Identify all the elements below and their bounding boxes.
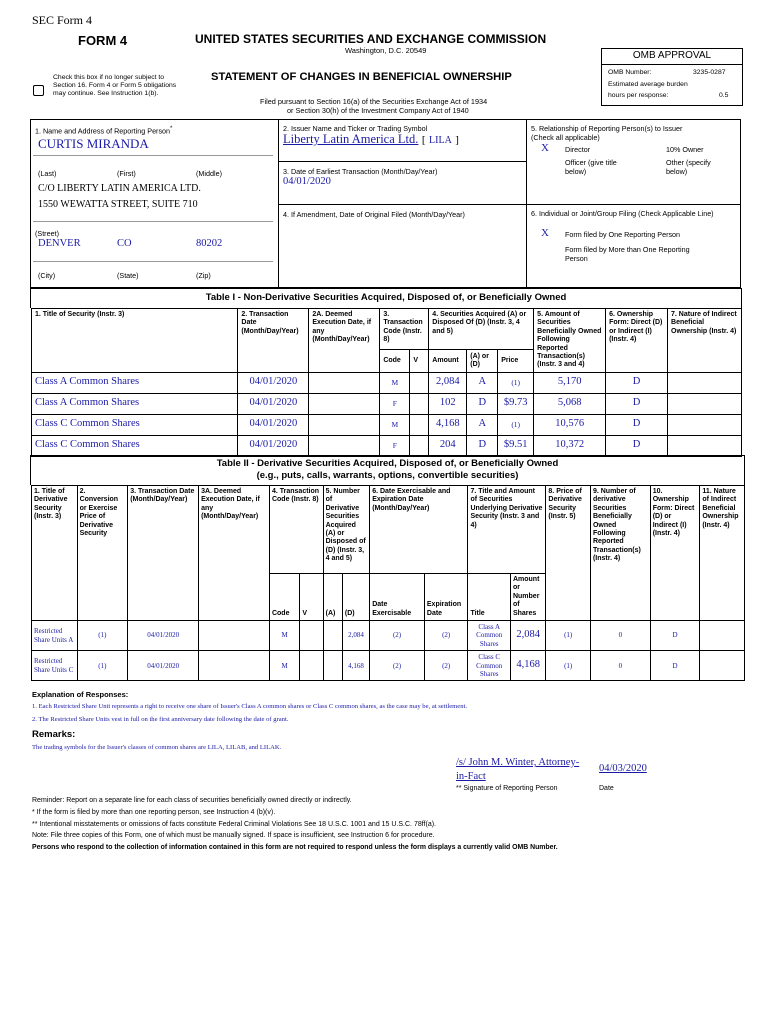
one-person-check[interactable]: X <box>541 227 549 239</box>
box1-label: 1. Name and Address of Reporting Person* <box>35 126 173 136</box>
form-number: FORM 4 <box>78 33 128 48</box>
statement-title: STATEMENT OF CHANGES IN BENEFICIAL OWNERSHIP <box>211 71 512 83</box>
t2-h-code: 4. Transaction Code (Instr. 8) <box>269 486 323 574</box>
t2-h-underlying: 7. Title and Amount of Securities Underlying Derivative Security (Instr. 3 and 4) <box>468 486 546 574</box>
t1-h-v: V <box>410 350 429 373</box>
t2-h-conversion: 2. Conversion or Exercise Price of Derivative Security <box>77 486 128 621</box>
t1-h-title: 1. Title of Security (Instr. 3) <box>32 309 238 373</box>
table2-subtitle: (e.g., puts, calls, warrants, options, convertible securities) <box>256 470 519 481</box>
footer-reminder: Reminder: Report on a separate line for each class of securities beneficially owned directly or indirectly. <box>32 797 352 804</box>
remarks-text: The trading symbols for the Issuer's classes of common shares are LILA, LILAB, and LILAK. <box>32 744 282 751</box>
t2-h-utitle: Title <box>468 574 511 621</box>
box3-label: 3. Date of Earliest Transaction (Month/Day/Year) <box>283 167 438 176</box>
t2-h-exercisable: 6. Date Exercisable and Expiration Date (Month/Day/Year) <box>370 486 468 574</box>
explanation-note-1: 1. Each Restricted Share Unit represents a right to receive one share of Issuer's Class A common shares or Class C common shares, as the case may be, at settlement. <box>32 703 467 710</box>
filed-pursuant-2: or Section 30(h) of the Investment Company Act of 1940 <box>287 106 469 115</box>
t2-h-d: (D) <box>342 574 369 621</box>
earliest-transaction-date: 04/01/2020 <box>283 176 331 187</box>
t1-h-form: 6. Ownership Form: Direct (D) or Indirect (I) (Instr. 4) <box>606 309 668 373</box>
zip-value: 80202 <box>196 238 223 249</box>
footer-instruction: * If the form is filed by more than one reporting person, see Instruction 4 (b)(v). <box>32 809 276 816</box>
box6-label: 6. Individual or Joint/Group Filing (Check Applicable Line) <box>531 209 714 218</box>
other-label: Other (specify below) <box>666 158 711 176</box>
t2-h-title: 1. Title of Derivative Security (Instr. 3) <box>32 486 78 621</box>
t2-h-v: V <box>300 574 323 621</box>
officer-label: Officer (give title below) <box>565 158 617 176</box>
section16-checkbox[interactable] <box>33 85 44 96</box>
t2-h-date: 3. Transaction Date (Month/Day/Year) <box>128 486 199 621</box>
derivative-table <box>31 485 745 681</box>
sec-form-label: SEC Form 4 <box>32 13 93 27</box>
omb-hours-label: hours per response: <box>608 92 669 99</box>
table-row: Restricted Share Units C (1) 04/01/2020 M 4,168 (2) (2) Class C Common Shares 4,168 (1) 0 D <box>32 651 745 681</box>
city-value: DENVER <box>38 238 81 249</box>
ticker-symbol: LILA <box>429 135 452 146</box>
t2-h-nature: 11. Nature of Indirect Beneficial Ownership (Instr. 4) <box>700 486 745 621</box>
address-line-2: 1550 WEWATTA STREET, SUITE 710 <box>38 199 198 210</box>
t2-h-exer-date: Date Exercisable <box>370 574 425 621</box>
omb-title: OMB APPROVAL <box>632 50 712 61</box>
t2-h-owned: 9. Number of derivative Securities Beneficially Owned Following Reported Transaction(s) (Instr. 4) <box>590 486 650 621</box>
t1-h-amount: Amount <box>429 350 467 373</box>
agency-title: UNITED STATES SECURITIES AND EXCHANGE COMMISSION <box>195 32 547 46</box>
t1-h-price: Price <box>498 350 534 373</box>
table-row: Restricted Share Units A (1) 04/01/2020 M 2,084 (2) (2) Class A Common Shares 2,084 (1) 0 D <box>32 620 745 650</box>
ten-percent-owner-label: 10% Owner <box>666 145 704 154</box>
table-row: Class C Common Shares 04/01/2020 M 4,168 A (1) 10,576 D <box>32 414 742 435</box>
box2-label: 2. Issuer Name and Ticker or Trading Symbol <box>283 124 428 133</box>
t1-h-code: 3. Transaction Code (Instr. 8) <box>380 309 429 350</box>
t2-h-form: 10. Ownership Form: Direct (D) or Indirect (I) (Instr. 4) <box>650 486 700 621</box>
explanation-note-2: 2. The Restricted Share Units vest in full on the first anniversary date following the date of grant. <box>32 716 289 723</box>
more-persons-label: Form filed by More than One Reporting Person <box>565 245 690 263</box>
box4-label: 4. If Amendment, Date of Original Filed (Month/Day/Year) <box>283 210 465 219</box>
reporting-person-name[interactable]: CURTIS MIRANDA <box>38 136 149 151</box>
middle-label: (Middle) <box>196 169 222 178</box>
table1-title: Table I - Non-Derivative Securities Acquired, Disposed of, or Beneficially Owned <box>205 292 567 303</box>
state-label: (State) <box>117 271 139 280</box>
city-label: (City) <box>38 271 56 280</box>
t2-h-deemed: 3A. Deemed Execution Date, if any (Month/Day/Year) <box>199 486 270 621</box>
t1-h-deemed: 2A. Deemed Execution Date, if any (Month/Day/Year) <box>309 309 380 373</box>
box5-label: 5. Relationship of Reporting Person(s) to Issuer (Check all applicable) <box>531 124 683 142</box>
first-label: (First) <box>117 169 136 178</box>
t2-h-amount: Amount or Number of Shares <box>510 574 545 621</box>
t2-h-code-sub: Code <box>269 574 299 621</box>
table-row: Class C Common Shares 04/01/2020 F 204 D $9.51 10,372 D <box>32 435 742 456</box>
last-label: (Last) <box>38 169 57 178</box>
street-label: (Street) <box>35 229 59 238</box>
t1-h-owned: 5. Amount of Securities Beneficially Owned Following Reported Transaction(s) (Instr. 3 and 4) <box>534 309 606 373</box>
t1-h-aord: (A) or (D) <box>467 350 498 373</box>
footer-violations: ** Intentional misstatements or omissions of facts constitute Federal Criminal Violations See 18 U.S.C. 1001 and 15 U.S.C. 78ff(a). <box>32 821 436 828</box>
director-check[interactable]: X <box>541 142 549 154</box>
signature-label: ** Signature of Reporting Person <box>456 785 558 792</box>
t2-h-exp-date: Expiration Date <box>424 574 468 621</box>
address-line-1: C/O LIBERTY LATIN AMERICA LTD. <box>38 183 201 194</box>
t1-h-acquired: 4. Securities Acquired (A) or Disposed Of (D) (Instr. 3, 4 and 5) <box>429 309 534 350</box>
t2-h-a: (A) <box>323 574 342 621</box>
t2-h-price: 8. Price of Derivative Security (Instr. 5) <box>546 486 591 621</box>
footer-copies: Note: File three copies of this Form, one of which must be manually signed. If space is insufficient, see Instruction 6 for procedure. <box>32 832 435 839</box>
omb-number-value: 3235-0287 <box>693 69 726 76</box>
non-derivative-table <box>31 308 742 457</box>
t2-h-number: 5. Number of Derivative Securities Acquired (A) or Disposed of (D) (Instr. 3, 4 and 5) <box>323 486 370 574</box>
remarks-title: Remarks: <box>32 729 76 740</box>
signature: /s/ John M. Winter, Attorney- in-Fact <box>456 757 580 783</box>
state-value: CO <box>117 238 132 249</box>
issuer-name[interactable]: Liberty Latin America Ltd. [ LILA ] <box>283 132 459 146</box>
signature-date: 04/03/2020 <box>599 763 647 774</box>
director-label: Director <box>565 145 591 154</box>
one-person-label: Form filed by One Reporting Person <box>565 230 681 239</box>
t1-h-date: 2. Transaction Date (Month/Day/Year) <box>238 309 309 373</box>
filed-pursuant-1: Filed pursuant to Section 16(a) of the Securities Exchange Act of 1934 <box>260 97 488 106</box>
footer-omb-notice: Persons who respond to the collection of information contained in this form are not required to respond unless the form displays a currently valid OMB Number. <box>32 844 558 851</box>
table-row: Class A Common Shares 04/01/2020 F 102 D $9.73 5,068 D <box>32 393 742 414</box>
table-row: Class A Common Shares 04/01/2020 M 2,084 A (1) 5,170 D <box>32 372 742 393</box>
section16-checkbox-text: Check this box if no longer subject to Section 16. Form 4 or Form 5 obligations may continue. See Instruction 1(b). <box>53 74 177 98</box>
omb-burden-label: Estimated average burden <box>608 81 688 88</box>
t1-h-nature: 7. Nature of Indirect Beneficial Ownership (Instr. 4) <box>668 309 742 373</box>
table2-title: Table II - Derivative Securities Acquired, Disposed of, or Beneficially Owned <box>216 458 559 469</box>
omb-hours-value: 0.5 <box>719 92 729 99</box>
agency-city: Washington, D.C. 20549 <box>345 46 427 55</box>
zip-label: (Zip) <box>196 271 211 280</box>
date-label: Date <box>599 785 614 792</box>
t1-h-code-sub: Code <box>380 350 410 373</box>
omb-number-label: OMB Number: <box>608 69 652 76</box>
explanation-title: Explanation of Responses: <box>32 690 129 699</box>
